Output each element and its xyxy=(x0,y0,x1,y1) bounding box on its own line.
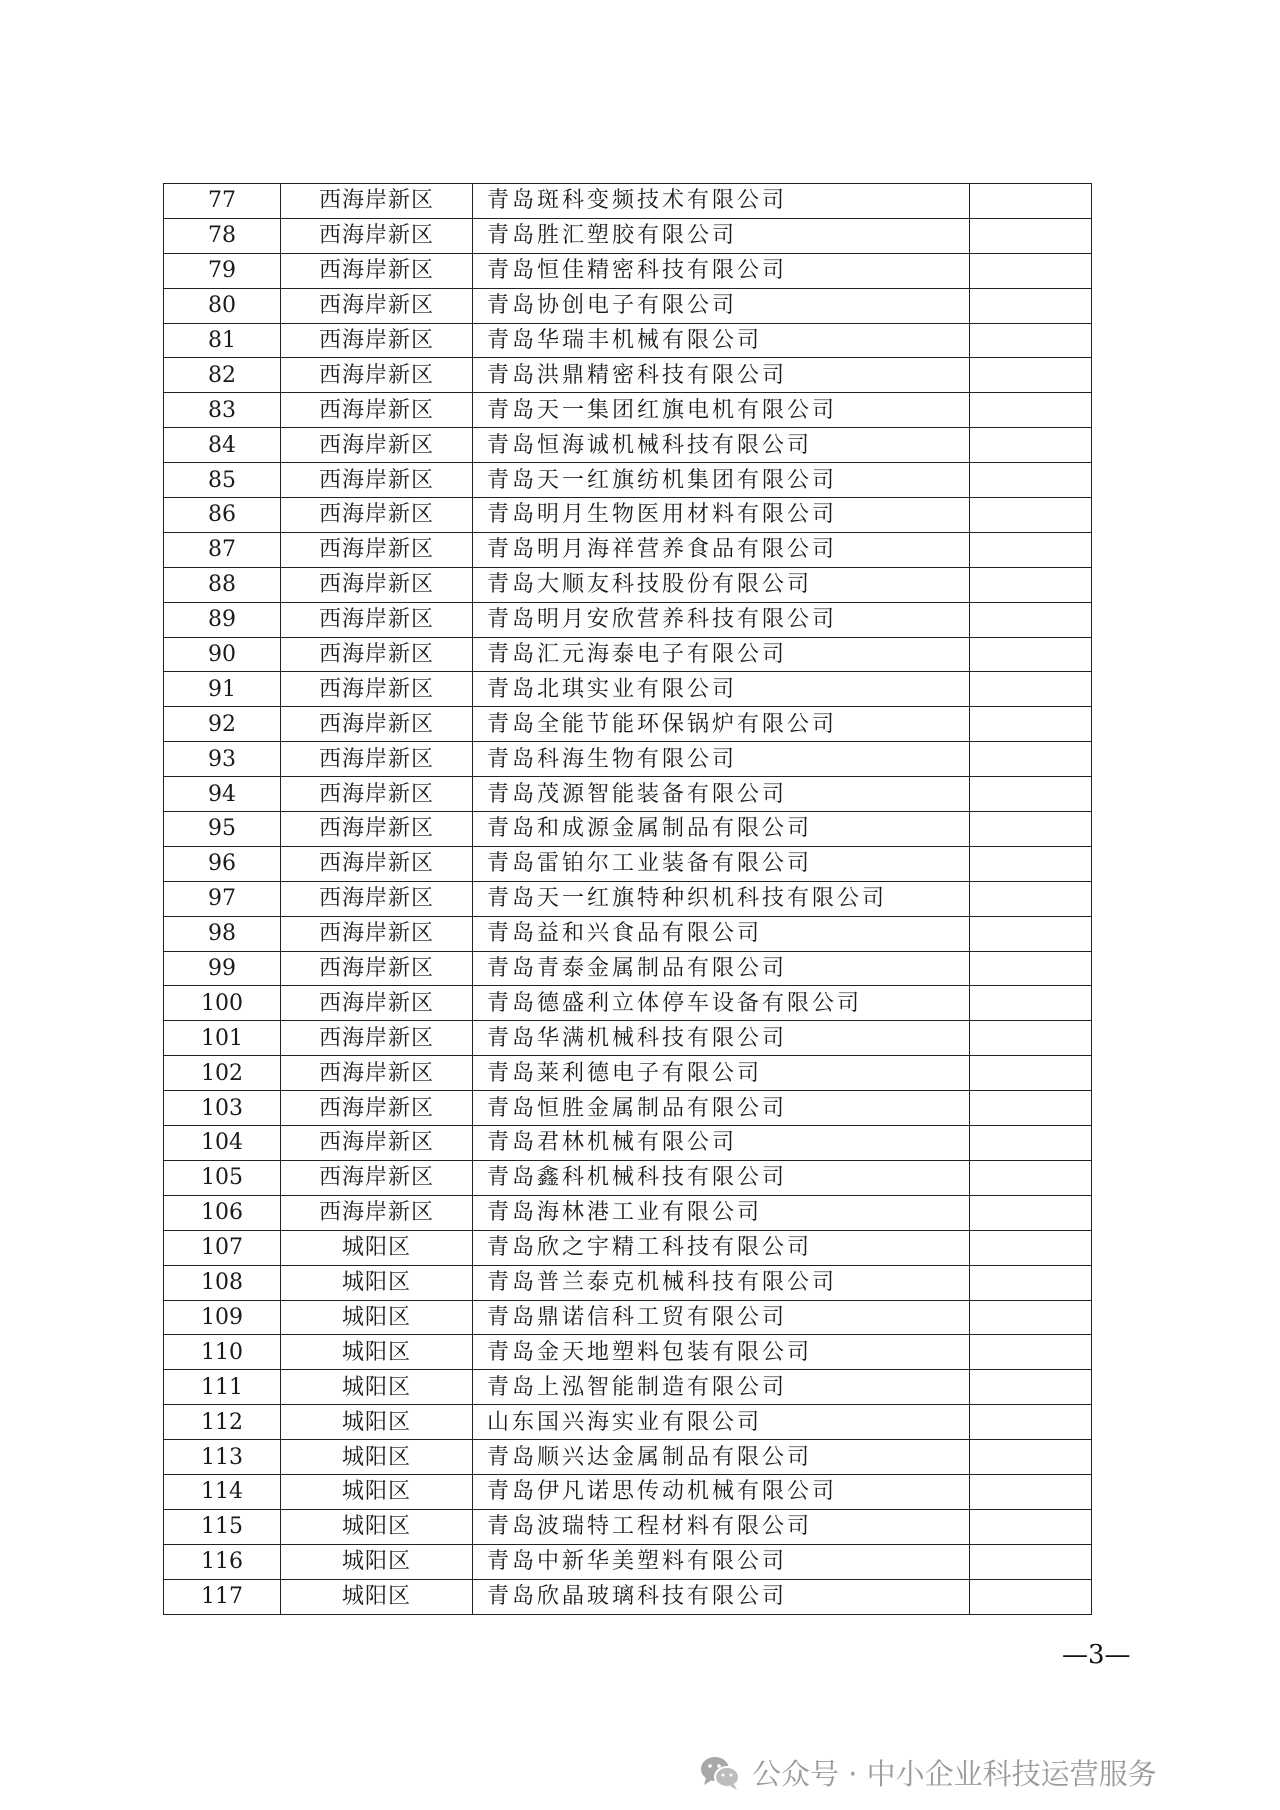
watermark-text: 公众号 · 中小企业科技运营服务 xyxy=(752,1757,1157,1791)
page-number: —3— xyxy=(1062,1640,1131,1670)
row-remark xyxy=(970,428,1092,463)
row-remark xyxy=(970,532,1092,567)
row-remark xyxy=(970,1474,1092,1509)
table-row xyxy=(164,323,1092,358)
row-number: 100 xyxy=(164,986,281,1021)
row-district: 西海岸新区 xyxy=(281,672,473,707)
table-row xyxy=(164,358,1092,393)
row-company: 青岛海林港工业有限公司 xyxy=(473,1195,970,1230)
row-remark xyxy=(970,1126,1092,1161)
row-number: 113 xyxy=(164,1440,281,1475)
row-number: 92 xyxy=(164,707,281,742)
row-number: 77 xyxy=(164,184,281,219)
table-row xyxy=(164,1021,1092,1056)
row-company: 青岛波瑞特工程材料有限公司 xyxy=(473,1509,970,1544)
row-district: 西海岸新区 xyxy=(281,463,473,498)
row-remark xyxy=(970,1544,1092,1579)
row-district: 西海岸新区 xyxy=(281,532,473,567)
row-remark xyxy=(970,323,1092,358)
table-row xyxy=(164,916,1092,951)
row-district: 西海岸新区 xyxy=(281,777,473,812)
row-company: 青岛君林机械有限公司 xyxy=(473,1126,970,1161)
row-district: 西海岸新区 xyxy=(281,881,473,916)
enterprise-list-table xyxy=(163,183,1092,1615)
row-number: 104 xyxy=(164,1126,281,1161)
row-company: 青岛天一红旗纺机集团有限公司 xyxy=(473,463,970,498)
row-company: 青岛汇元海泰电子有限公司 xyxy=(473,637,970,672)
table-row xyxy=(164,184,1092,219)
table-row xyxy=(164,1335,1092,1370)
row-number: 98 xyxy=(164,916,281,951)
row-remark xyxy=(970,951,1092,986)
row-number: 85 xyxy=(164,463,281,498)
row-company: 青岛和成源金属制品有限公司 xyxy=(473,812,970,847)
row-district: 西海岸新区 xyxy=(281,253,473,288)
row-district: 城阳区 xyxy=(281,1230,473,1265)
table-row xyxy=(164,498,1092,533)
row-district: 城阳区 xyxy=(281,1370,473,1405)
table-row xyxy=(164,288,1092,323)
table-row xyxy=(164,218,1092,253)
row-remark xyxy=(970,1579,1092,1614)
row-district: 城阳区 xyxy=(281,1440,473,1475)
row-number: 95 xyxy=(164,812,281,847)
row-remark xyxy=(970,707,1092,742)
row-district: 西海岸新区 xyxy=(281,1126,473,1161)
row-remark xyxy=(970,1265,1092,1300)
row-remark xyxy=(970,1091,1092,1126)
row-remark xyxy=(970,358,1092,393)
row-district: 西海岸新区 xyxy=(281,707,473,742)
row-company: 青岛德盛利立体停车设备有限公司 xyxy=(473,986,970,1021)
row-company: 青岛鑫科机械科技有限公司 xyxy=(473,1160,970,1195)
row-company: 青岛顺兴达金属制品有限公司 xyxy=(473,1440,970,1475)
row-company: 青岛天一集团红旗电机有限公司 xyxy=(473,393,970,428)
table-body xyxy=(164,184,1092,1615)
row-remark xyxy=(970,777,1092,812)
row-remark xyxy=(970,253,1092,288)
row-company: 青岛华满机械科技有限公司 xyxy=(473,1021,970,1056)
row-district: 西海岸新区 xyxy=(281,1091,473,1126)
row-remark xyxy=(970,602,1092,637)
table-row xyxy=(164,777,1092,812)
row-remark xyxy=(970,1335,1092,1370)
row-district: 西海岸新区 xyxy=(281,986,473,1021)
row-company: 青岛大顺友科技股份有限公司 xyxy=(473,567,970,602)
table-row xyxy=(164,1300,1092,1335)
row-remark xyxy=(970,812,1092,847)
row-remark xyxy=(970,881,1092,916)
row-number: 83 xyxy=(164,393,281,428)
row-district: 西海岸新区 xyxy=(281,218,473,253)
row-number: 79 xyxy=(164,253,281,288)
row-district: 西海岸新区 xyxy=(281,602,473,637)
row-company: 青岛雷铂尔工业装备有限公司 xyxy=(473,846,970,881)
row-company: 青岛鼎诺信科工贸有限公司 xyxy=(473,1300,970,1335)
row-company: 青岛益和兴食品有限公司 xyxy=(473,916,970,951)
row-company: 青岛华瑞丰机械有限公司 xyxy=(473,323,970,358)
row-company: 青岛洪鼎精密科技有限公司 xyxy=(473,358,970,393)
table-row xyxy=(164,1579,1092,1614)
row-remark xyxy=(970,1370,1092,1405)
table-row xyxy=(164,1056,1092,1091)
row-district: 城阳区 xyxy=(281,1509,473,1544)
table-row xyxy=(164,253,1092,288)
row-number: 107 xyxy=(164,1230,281,1265)
row-number: 91 xyxy=(164,672,281,707)
table-row xyxy=(164,393,1092,428)
table-row xyxy=(164,846,1092,881)
row-number: 96 xyxy=(164,846,281,881)
table-row xyxy=(164,1126,1092,1161)
row-company: 山东国兴海实业有限公司 xyxy=(473,1405,970,1440)
table-row xyxy=(164,637,1092,672)
row-number: 111 xyxy=(164,1370,281,1405)
row-remark xyxy=(970,1160,1092,1195)
table-row xyxy=(164,1091,1092,1126)
table-row xyxy=(164,707,1092,742)
row-company: 青岛北琪实业有限公司 xyxy=(473,672,970,707)
row-remark xyxy=(970,637,1092,672)
row-remark xyxy=(970,393,1092,428)
row-district: 西海岸新区 xyxy=(281,498,473,533)
row-number: 112 xyxy=(164,1405,281,1440)
row-district: 城阳区 xyxy=(281,1544,473,1579)
row-district: 西海岸新区 xyxy=(281,846,473,881)
row-number: 105 xyxy=(164,1160,281,1195)
row-remark xyxy=(970,1230,1092,1265)
row-company: 青岛天一红旗特种织机科技有限公司 xyxy=(473,881,970,916)
row-district: 西海岸新区 xyxy=(281,1160,473,1195)
wechat-icon xyxy=(698,1753,742,1793)
row-district: 城阳区 xyxy=(281,1265,473,1300)
row-remark xyxy=(970,1509,1092,1544)
row-remark xyxy=(970,846,1092,881)
row-remark xyxy=(970,916,1092,951)
row-number: 80 xyxy=(164,288,281,323)
table-row xyxy=(164,532,1092,567)
row-district: 城阳区 xyxy=(281,1405,473,1440)
row-company: 青岛金天地塑料包装有限公司 xyxy=(473,1335,970,1370)
row-number: 81 xyxy=(164,323,281,358)
row-number: 89 xyxy=(164,602,281,637)
row-number: 116 xyxy=(164,1544,281,1579)
row-remark xyxy=(970,463,1092,498)
row-company: 青岛青泰金属制品有限公司 xyxy=(473,951,970,986)
row-company: 青岛斑科变频技术有限公司 xyxy=(473,184,970,219)
row-number: 90 xyxy=(164,637,281,672)
row-company: 青岛协创电子有限公司 xyxy=(473,288,970,323)
row-district: 西海岸新区 xyxy=(281,1195,473,1230)
row-number: 87 xyxy=(164,532,281,567)
table-row xyxy=(164,1230,1092,1265)
row-number: 84 xyxy=(164,428,281,463)
row-company: 青岛上泓智能制造有限公司 xyxy=(473,1370,970,1405)
table-row xyxy=(164,742,1092,777)
table-row xyxy=(164,951,1092,986)
table-row xyxy=(164,1544,1092,1579)
table-row xyxy=(164,1405,1092,1440)
row-company: 青岛茂源智能装备有限公司 xyxy=(473,777,970,812)
table-row xyxy=(164,463,1092,498)
row-company: 青岛恒海诚机械科技有限公司 xyxy=(473,428,970,463)
row-number: 114 xyxy=(164,1474,281,1509)
row-number: 94 xyxy=(164,777,281,812)
row-company: 青岛明月海祥营养食品有限公司 xyxy=(473,532,970,567)
row-company: 青岛欣之宇精工科技有限公司 xyxy=(473,1230,970,1265)
table-row xyxy=(164,1195,1092,1230)
table-row xyxy=(164,986,1092,1021)
row-company: 青岛欣晶玻璃科技有限公司 xyxy=(473,1579,970,1614)
table-row xyxy=(164,1160,1092,1195)
row-number: 117 xyxy=(164,1579,281,1614)
table-row xyxy=(164,1509,1092,1544)
row-remark xyxy=(970,1056,1092,1091)
row-number: 97 xyxy=(164,881,281,916)
table-row xyxy=(164,1370,1092,1405)
row-district: 城阳区 xyxy=(281,1335,473,1370)
row-number: 109 xyxy=(164,1300,281,1335)
watermark xyxy=(698,1752,1157,1793)
row-district: 西海岸新区 xyxy=(281,637,473,672)
row-company: 青岛全能节能环保锅炉有限公司 xyxy=(473,707,970,742)
row-district: 西海岸新区 xyxy=(281,951,473,986)
row-number: 93 xyxy=(164,742,281,777)
row-company: 青岛恒佳精密科技有限公司 xyxy=(473,253,970,288)
row-district: 西海岸新区 xyxy=(281,358,473,393)
row-number: 99 xyxy=(164,951,281,986)
table-row xyxy=(164,672,1092,707)
row-number: 101 xyxy=(164,1021,281,1056)
row-district: 西海岸新区 xyxy=(281,393,473,428)
row-remark xyxy=(970,288,1092,323)
row-district: 城阳区 xyxy=(281,1474,473,1509)
row-remark xyxy=(970,498,1092,533)
row-remark xyxy=(970,1021,1092,1056)
row-company: 青岛胜汇塑胶有限公司 xyxy=(473,218,970,253)
row-number: 110 xyxy=(164,1335,281,1370)
table-row xyxy=(164,1474,1092,1509)
row-district: 西海岸新区 xyxy=(281,1021,473,1056)
table-row xyxy=(164,1440,1092,1475)
table-row xyxy=(164,881,1092,916)
row-company: 青岛伊凡诺思传动机械有限公司 xyxy=(473,1474,970,1509)
row-number: 103 xyxy=(164,1091,281,1126)
row-remark xyxy=(970,672,1092,707)
table-row xyxy=(164,602,1092,637)
row-district: 西海岸新区 xyxy=(281,916,473,951)
row-remark xyxy=(970,742,1092,777)
row-company: 青岛恒胜金属制品有限公司 xyxy=(473,1091,970,1126)
row-district: 西海岸新区 xyxy=(281,567,473,602)
row-remark xyxy=(970,986,1092,1021)
row-remark xyxy=(970,218,1092,253)
row-number: 86 xyxy=(164,498,281,533)
table-row xyxy=(164,812,1092,847)
row-number: 78 xyxy=(164,218,281,253)
row-company: 青岛明月生物医用材料有限公司 xyxy=(473,498,970,533)
row-district: 西海岸新区 xyxy=(281,184,473,219)
row-district: 西海岸新区 xyxy=(281,288,473,323)
row-district: 城阳区 xyxy=(281,1579,473,1614)
table-row xyxy=(164,1265,1092,1300)
row-number: 88 xyxy=(164,567,281,602)
row-company: 青岛普兰泰克机械科技有限公司 xyxy=(473,1265,970,1300)
row-company: 青岛莱利德电子有限公司 xyxy=(473,1056,970,1091)
row-remark xyxy=(970,1195,1092,1230)
row-district: 西海岸新区 xyxy=(281,1056,473,1091)
row-district: 西海岸新区 xyxy=(281,323,473,358)
row-number: 108 xyxy=(164,1265,281,1300)
table-row xyxy=(164,428,1092,463)
row-number: 82 xyxy=(164,358,281,393)
row-number: 102 xyxy=(164,1056,281,1091)
table-row xyxy=(164,567,1092,602)
row-company: 青岛科海生物有限公司 xyxy=(473,742,970,777)
row-remark xyxy=(970,184,1092,219)
row-district: 城阳区 xyxy=(281,1300,473,1335)
row-remark xyxy=(970,567,1092,602)
row-number: 115 xyxy=(164,1509,281,1544)
row-company: 青岛明月安欣营养科技有限公司 xyxy=(473,602,970,637)
row-district: 西海岸新区 xyxy=(281,812,473,847)
row-remark xyxy=(970,1440,1092,1475)
row-district: 西海岸新区 xyxy=(281,428,473,463)
row-number: 106 xyxy=(164,1195,281,1230)
row-remark xyxy=(970,1300,1092,1335)
row-remark xyxy=(970,1405,1092,1440)
row-district: 西海岸新区 xyxy=(281,742,473,777)
row-company: 青岛中新华美塑料有限公司 xyxy=(473,1544,970,1579)
